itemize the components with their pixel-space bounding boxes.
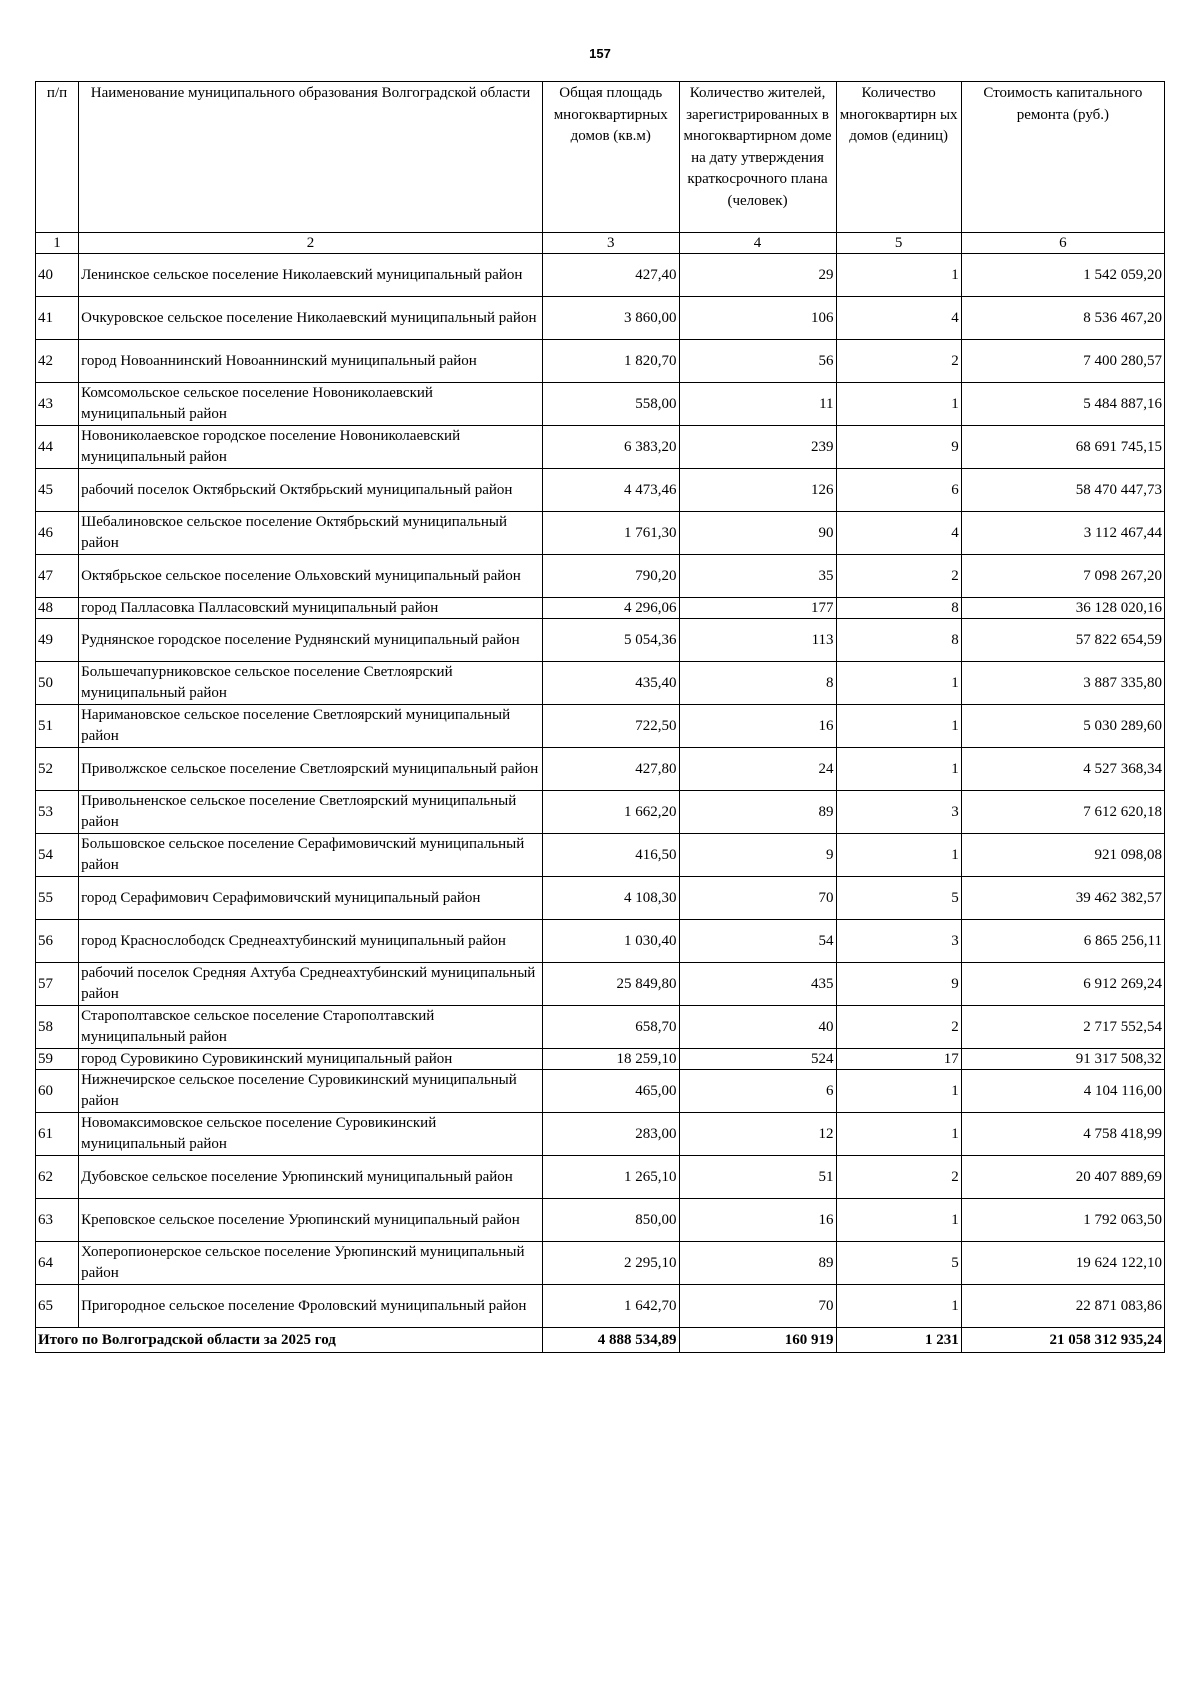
cost-cell: 36 128 020,16 [961,598,1164,619]
row-number: 54 [36,834,79,877]
total-cost: 21 058 312 935,24 [961,1328,1164,1353]
area-cell: 465,00 [543,1070,680,1113]
header-number: п/п [36,82,79,233]
cost-cell: 921 098,08 [961,834,1164,877]
houses-cell: 1 [836,1285,961,1328]
houses-cell: 1 [836,705,961,748]
column-number-row [36,233,1165,254]
residents-cell: 435 [679,963,836,1006]
cost-cell: 7 612 620,18 [961,791,1164,834]
houses-cell: 4 [836,297,961,340]
residents-cell: 12 [679,1113,836,1156]
area-cell: 1 761,30 [543,512,680,555]
residents-cell: 70 [679,1285,836,1328]
header-cost: Стоимость капитального ремонта (руб.) [961,82,1164,233]
row-number: 45 [36,469,79,512]
row-number: 46 [36,512,79,555]
cost-cell: 3 887 335,80 [961,662,1164,705]
row-number: 44 [36,426,79,469]
cost-cell: 6 912 269,24 [961,963,1164,1006]
cost-cell: 8 536 467,20 [961,297,1164,340]
cost-cell: 57 822 654,59 [961,619,1164,662]
row-number: 64 [36,1242,79,1285]
residents-cell: 24 [679,748,836,791]
area-cell: 1 642,70 [543,1285,680,1328]
cost-cell: 1 792 063,50 [961,1199,1164,1242]
municipality-name: Дубовское сельское поселение Урюпинский муниципальный район [79,1156,543,1199]
houses-cell: 2 [836,340,961,383]
residents-cell: 177 [679,598,836,619]
residents-cell: 16 [679,705,836,748]
municipality-name: Большечапурниковское сельское поселение Светлоярский муниципальный район [79,662,543,705]
municipality-name: город Новоаннинский Новоаннинский муниципальный район [79,340,543,383]
cost-cell: 7 098 267,20 [961,555,1164,598]
area-cell: 1 030,40 [543,920,680,963]
row-number: 61 [36,1113,79,1156]
area-cell: 790,20 [543,555,680,598]
column-number: 1 [36,233,79,254]
total-houses: 1 231 [836,1328,961,1353]
table-row [36,834,1165,877]
table-row [36,1156,1165,1199]
residents-cell: 29 [679,254,836,297]
row-number: 47 [36,555,79,598]
municipality-name: Октябрьское сельское поселение Ольховский муниципальный район [79,555,543,598]
table-row [36,748,1165,791]
row-number: 58 [36,1006,79,1049]
cost-cell: 4 758 418,99 [961,1113,1164,1156]
table-row [36,705,1165,748]
header-area: Общая площадь многоквартирных домов (кв.м) [543,82,680,233]
houses-cell: 5 [836,877,961,920]
area-cell: 4 108,30 [543,877,680,920]
cost-cell: 1 542 059,20 [961,254,1164,297]
area-cell: 283,00 [543,1113,680,1156]
header-residents: Количество жителей, зарегистрированных в многоквартирном доме на дату утверждения краткосрочного плана (человек) [679,82,836,233]
cost-cell: 91 317 508,32 [961,1049,1164,1070]
cost-cell: 3 112 467,44 [961,512,1164,555]
municipality-name: рабочий поселок Октябрьский Октябрьский муниципальный район [79,469,543,512]
row-number: 52 [36,748,79,791]
houses-cell: 1 [836,834,961,877]
row-number: 43 [36,383,79,426]
area-cell: 1 265,10 [543,1156,680,1199]
table-row [36,877,1165,920]
cost-cell: 68 691 745,15 [961,426,1164,469]
area-cell: 435,40 [543,662,680,705]
houses-cell: 1 [836,1199,961,1242]
houses-cell: 1 [836,1070,961,1113]
table-row [36,598,1165,619]
table-row [36,469,1165,512]
table-row [36,1049,1165,1070]
houses-cell: 3 [836,791,961,834]
area-cell: 25 849,80 [543,963,680,1006]
table-row [36,426,1165,469]
area-cell: 3 860,00 [543,297,680,340]
total-area: 4 888 534,89 [543,1328,680,1353]
table-row [36,555,1165,598]
houses-cell: 1 [836,748,961,791]
total-residents: 160 919 [679,1328,836,1353]
table-row [36,1006,1165,1049]
table-row [36,512,1165,555]
residents-cell: 9 [679,834,836,877]
table-row [36,963,1165,1006]
table-row [36,254,1165,297]
cost-cell: 2 717 552,54 [961,1006,1164,1049]
houses-cell: 1 [836,254,961,297]
table-row [36,1199,1165,1242]
area-cell: 1 820,70 [543,340,680,383]
table-row [36,791,1165,834]
houses-cell: 17 [836,1049,961,1070]
municipality-name: Привольненское сельское поселение Светлоярский муниципальный район [79,791,543,834]
houses-cell: 9 [836,426,961,469]
header-municipality: Наименование муниципального образования Волгоградской области [79,82,543,233]
row-number: 65 [36,1285,79,1328]
houses-cell: 1 [836,1113,961,1156]
residents-cell: 70 [679,877,836,920]
municipality-name: Пригородное сельское поселение Фроловский муниципальный район [79,1285,543,1328]
houses-cell: 8 [836,619,961,662]
houses-cell: 9 [836,963,961,1006]
area-cell: 427,80 [543,748,680,791]
table-row [36,340,1165,383]
area-cell: 1 662,20 [543,791,680,834]
municipality-name: Очкуровское сельское поселение Николаевский муниципальный район [79,297,543,340]
column-number: 6 [961,233,1164,254]
houses-cell: 3 [836,920,961,963]
table-row [36,619,1165,662]
municipality-name: Руднянское городское поселение Руднянский муниципальный район [79,619,543,662]
row-number: 40 [36,254,79,297]
residents-cell: 113 [679,619,836,662]
houses-cell: 2 [836,1006,961,1049]
municipality-name: Комсомольское сельское поселение Новониколаевский муниципальный район [79,383,543,426]
area-cell: 5 054,36 [543,619,680,662]
houses-cell: 4 [836,512,961,555]
municipality-name: Старополтавское сельское поселение Старополтавский муниципальный район [79,1006,543,1049]
table-row [36,1070,1165,1113]
table-row [36,1242,1165,1285]
row-number: 60 [36,1070,79,1113]
page-number: 157 [589,46,611,61]
area-cell: 4 473,46 [543,469,680,512]
table-row [36,383,1165,426]
houses-cell: 1 [836,662,961,705]
area-cell: 2 295,10 [543,1242,680,1285]
total-row [36,1328,1165,1353]
municipality-name: Шебалиновское сельское поселение Октябрьский муниципальный район [79,512,543,555]
row-number: 56 [36,920,79,963]
houses-cell: 1 [836,383,961,426]
municipality-name: Новомаксимовское сельское поселение Суровикинский муниципальный район [79,1113,543,1156]
houses-cell: 6 [836,469,961,512]
capital-repair-table [35,81,1165,1353]
column-number: 2 [79,233,543,254]
row-number: 53 [36,791,79,834]
table-row [36,297,1165,340]
row-number: 48 [36,598,79,619]
municipality-name: город Краснослободск Среднеахтубинский муниципальный район [79,920,543,963]
residents-cell: 35 [679,555,836,598]
area-cell: 850,00 [543,1199,680,1242]
municipality-name: Креповское сельское поселение Урюпинский муниципальный район [79,1199,543,1242]
row-number: 63 [36,1199,79,1242]
residents-cell: 126 [679,469,836,512]
table-row [36,1285,1165,1328]
cost-cell: 39 462 382,57 [961,877,1164,920]
residents-cell: 524 [679,1049,836,1070]
residents-cell: 89 [679,791,836,834]
cost-cell: 6 865 256,11 [961,920,1164,963]
municipality-name: город Палласовка Палласовский муниципальный район [79,598,543,619]
row-number: 59 [36,1049,79,1070]
table-body [36,254,1165,1328]
row-number: 42 [36,340,79,383]
municipality-name: Наримановское сельское поселение Светлоярский муниципальный район [79,705,543,748]
municipality-name: город Суровикино Суровикинский муниципальный район [79,1049,543,1070]
residents-cell: 51 [679,1156,836,1199]
houses-cell: 2 [836,555,961,598]
residents-cell: 56 [679,340,836,383]
area-cell: 658,70 [543,1006,680,1049]
residents-cell: 90 [679,512,836,555]
cost-cell: 58 470 447,73 [961,469,1164,512]
residents-cell: 6 [679,1070,836,1113]
cost-cell: 5 484 887,16 [961,383,1164,426]
row-number: 55 [36,877,79,920]
municipality-name: Ленинское сельское поселение Николаевский муниципальный район [79,254,543,297]
row-number: 62 [36,1156,79,1199]
municipality-name: Нижнечирское сельское поселение Суровикинский муниципальный район [79,1070,543,1113]
area-cell: 427,40 [543,254,680,297]
houses-cell: 8 [836,598,961,619]
table-row [36,1113,1165,1156]
residents-cell: 8 [679,662,836,705]
residents-cell: 89 [679,1242,836,1285]
residents-cell: 16 [679,1199,836,1242]
houses-cell: 5 [836,1242,961,1285]
area-cell: 4 296,06 [543,598,680,619]
municipality-name: Новониколаевское городское поселение Новониколаевский муниципальный район [79,426,543,469]
cost-cell: 5 030 289,60 [961,705,1164,748]
residents-cell: 106 [679,297,836,340]
cost-cell: 22 871 083,86 [961,1285,1164,1328]
municipality-name: рабочий поселок Средняя Ахтуба Среднеахтубинский муниципальный район [79,963,543,1006]
header-row [36,82,1165,233]
residents-cell: 239 [679,426,836,469]
cost-cell: 7 400 280,57 [961,340,1164,383]
houses-cell: 2 [836,1156,961,1199]
municipality-name: город Серафимович Серафимовичский муниципальный район [79,877,543,920]
residents-cell: 54 [679,920,836,963]
total-label: Итого по Волгоградской области за 2025 год [36,1328,543,1353]
column-number: 3 [543,233,680,254]
municipality-name: Большовское сельское поселение Серафимовичский муниципальный район [79,834,543,877]
area-cell: 6 383,20 [543,426,680,469]
cost-cell: 4 527 368,34 [961,748,1164,791]
residents-cell: 40 [679,1006,836,1049]
residents-cell: 11 [679,383,836,426]
row-number: 49 [36,619,79,662]
table-row [36,662,1165,705]
row-number: 41 [36,297,79,340]
area-cell: 722,50 [543,705,680,748]
header-houses: Количество многоквартирн ых домов (единиц) [836,82,961,233]
cost-cell: 19 624 122,10 [961,1242,1164,1285]
row-number: 51 [36,705,79,748]
row-number: 57 [36,963,79,1006]
municipality-name: Приволжское сельское поселение Светлоярский муниципальный район [79,748,543,791]
column-number: 4 [679,233,836,254]
municipality-name: Хоперопионерское сельское поселение Урюпинский муниципальный район [79,1242,543,1285]
cost-cell: 4 104 116,00 [961,1070,1164,1113]
column-number: 5 [836,233,961,254]
area-cell: 558,00 [543,383,680,426]
area-cell: 416,50 [543,834,680,877]
area-cell: 18 259,10 [543,1049,680,1070]
table-row [36,920,1165,963]
row-number: 50 [36,662,79,705]
cost-cell: 20 407 889,69 [961,1156,1164,1199]
